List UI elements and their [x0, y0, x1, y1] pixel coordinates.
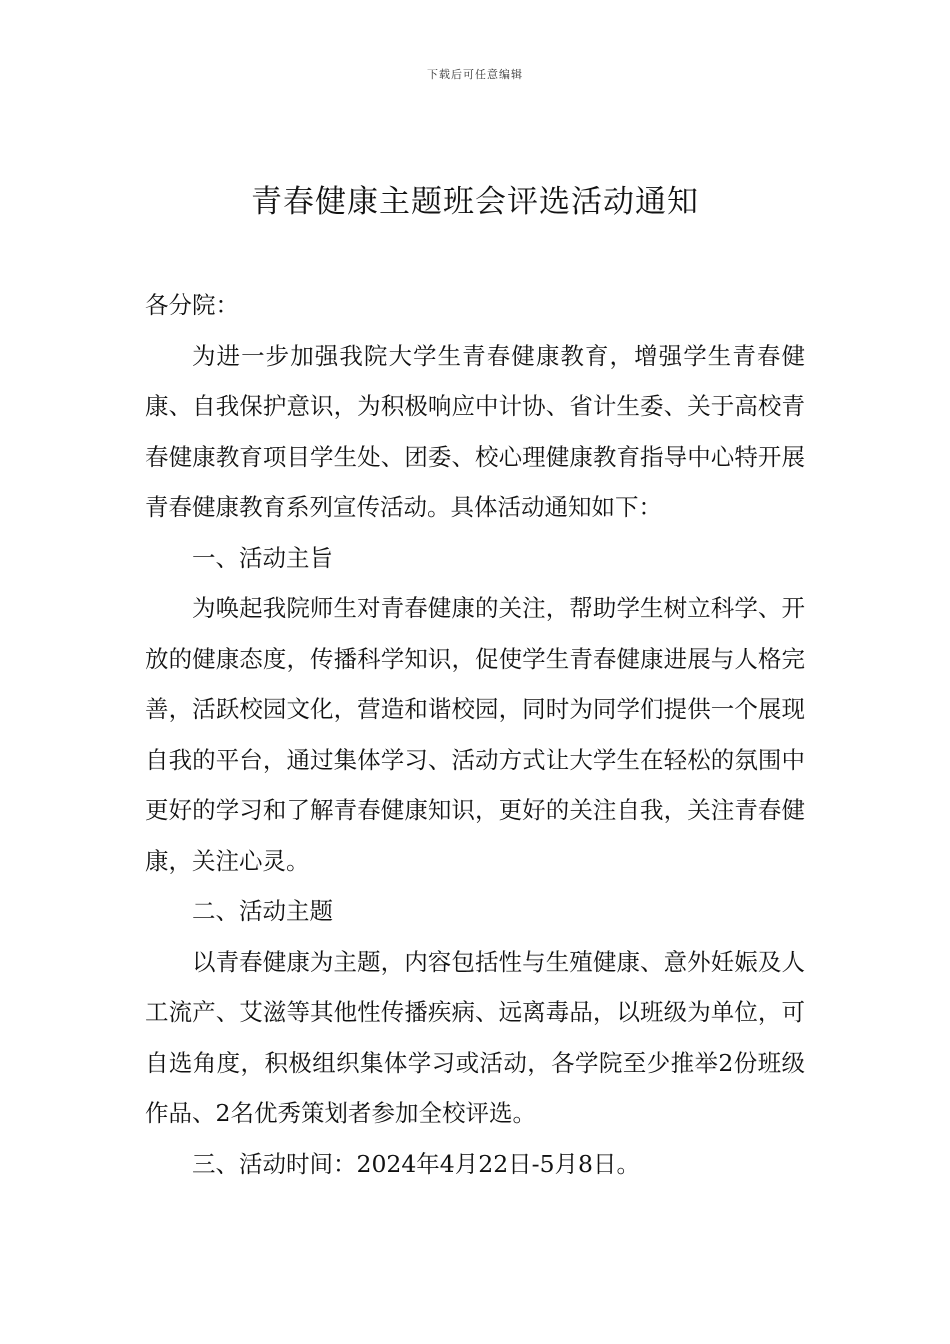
- section-1-body: 为唤起我院师生对青春健康的关注，帮助学生树立科学、开放的健康态度，传播科学知识，促使学生青春健康进展与人格完善，活跃校园文化，营造和谐校园，同时为同学们提供一个展现自我的平台，通过集体学习、活动方式让大学生在轻松的氛围中更好的学习和了解青春健康知识，更好的关注自我，关注青春健康，关注心灵。: [145, 594, 805, 875]
- document-title: 青春健康主题班会评选活动通知: [251, 184, 699, 220]
- intro-paragraph: 为进一步加强我院大学生青春健康教育，增强学生青春健康、自我保护意识，为积极响应中计协、省计生委、关于高校青春健康教育项目学生处、团委、校心理健康教育指导中心特开展青春健康教育系列宣传活动。具体活动通知如下：: [145, 341, 805, 521]
- salutation: 各分院：: [145, 291, 239, 319]
- header-note: 下载后可任意编辑: [427, 68, 523, 81]
- section-2-heading: 二、活动主题: [192, 897, 333, 925]
- section-3-line: 三、活动时间：2024年4月22日-5月8日。: [192, 1149, 641, 1178]
- document-body: [145, 280, 805, 1189]
- section-1-heading: 一、活动主旨: [192, 543, 333, 572]
- section-2-body: 以青春健康为主题，内容包括性与生殖健康、意外妊娠及人工流产、艾滋等其他性传播疾病、远离毒品，以班级为单位，可自选角度，积极组织集体学习或活动，各学院至少推举2份班级作品、2名优秀策划者参加全校评选。: [145, 947, 805, 1127]
